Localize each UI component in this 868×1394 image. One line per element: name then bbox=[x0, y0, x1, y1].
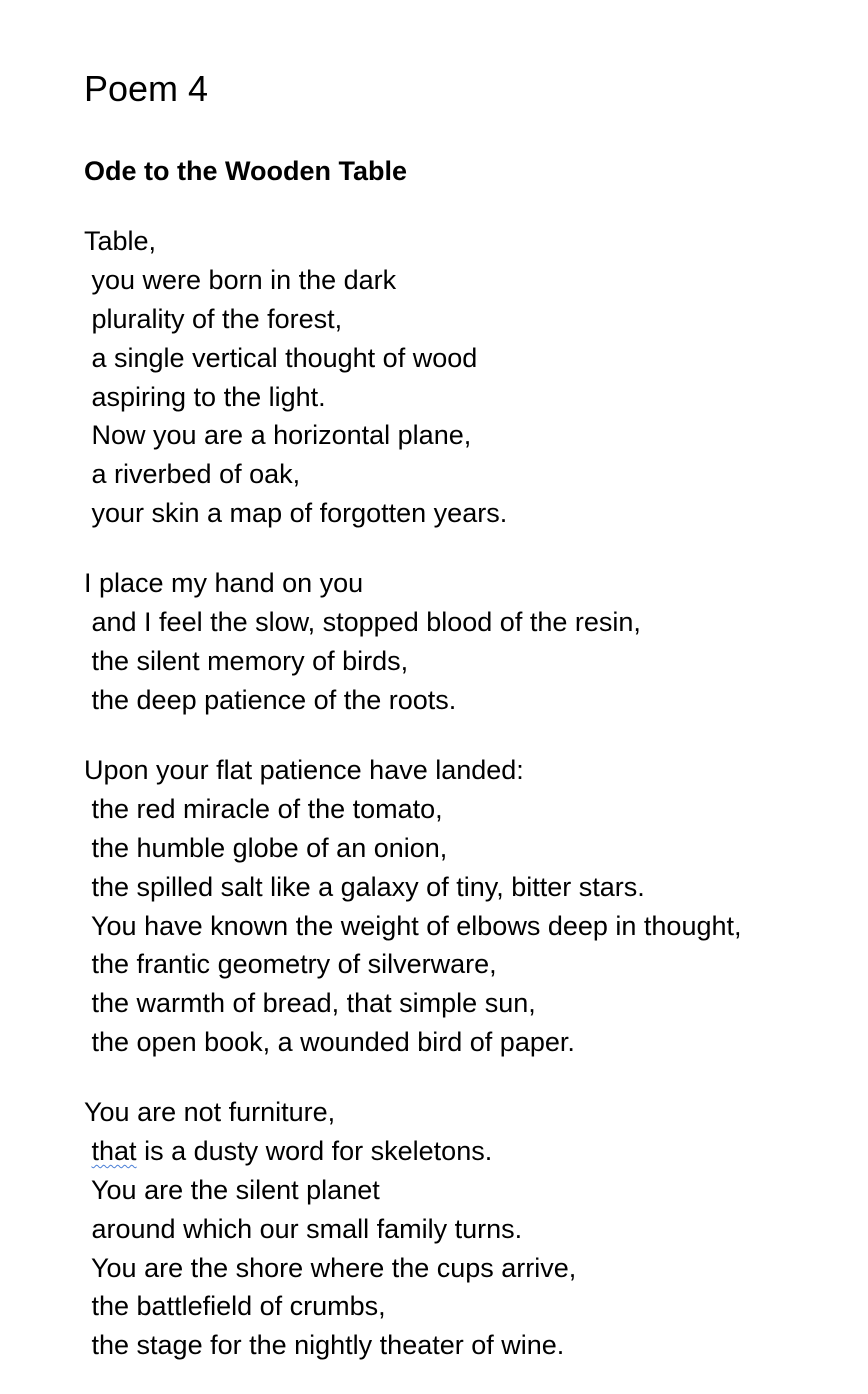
poem-line: plurality of the forest, bbox=[84, 303, 343, 334]
poem-line: You have known the weight of elbows deep in thought, bbox=[84, 910, 742, 941]
poem-line: Now you are a horizontal plane, bbox=[84, 420, 472, 451]
poem-line: the frantic geometry of silverware, bbox=[84, 949, 497, 980]
poem-line: I place my hand on you bbox=[84, 568, 364, 598]
poem-line: the warmth of bread, that simple sun, bbox=[84, 988, 536, 1019]
poem-line: You are the silent planet bbox=[84, 1174, 380, 1205]
poem-line: Upon your flat patience have landed: bbox=[84, 755, 524, 785]
document-heading: Poem 4 bbox=[84, 68, 209, 109]
poem-line: and I feel the slow, stopped blood of the resin, bbox=[84, 606, 641, 637]
poem-line: the open book, a wounded bird of paper. bbox=[84, 1027, 575, 1058]
poem-line-rest: is a dusty word for skeletons. bbox=[136, 1135, 493, 1166]
poem-line: the red miracle of the tomato, bbox=[84, 793, 443, 824]
poem-line: the battlefield of crumbs, bbox=[84, 1291, 386, 1322]
spellcheck-flagged-word[interactable]: that bbox=[91, 1135, 137, 1166]
poem-line: the silent memory of birds, bbox=[84, 645, 409, 676]
poem-line: the spilled salt like a galaxy of tiny, bitter stars. bbox=[84, 871, 645, 902]
stanza-3 bbox=[84, 751, 864, 1062]
poem-line: the deep patience of the roots. bbox=[84, 684, 457, 715]
poem-line: You are not furniture, bbox=[84, 1097, 336, 1127]
poem-line: you were born in the dark bbox=[84, 264, 397, 295]
stanza-1 bbox=[84, 222, 864, 533]
poem-line: a riverbed of oak, bbox=[84, 459, 301, 490]
poem-line: the humble globe of an onion, bbox=[84, 832, 448, 863]
poem-line: aspiring to the light. bbox=[84, 381, 326, 412]
poem-line: around which our small family turns. bbox=[84, 1213, 523, 1244]
document-page bbox=[84, 0, 868, 1394]
poem-title: Ode to the Wooden Table bbox=[84, 156, 407, 186]
poem-line: your skin a map of forgotten years. bbox=[84, 498, 508, 529]
poem-line: a single vertical thought of wood bbox=[84, 342, 478, 373]
stanza-2 bbox=[84, 564, 864, 720]
poem-line: the stage for the nightly theater of wine. bbox=[84, 1330, 565, 1361]
poem-line: You are the shore where the cups arrive, bbox=[84, 1252, 577, 1283]
poem-line: Table, bbox=[84, 226, 157, 256]
poem-line[interactable] bbox=[84, 1132, 864, 1171]
stanza-4 bbox=[84, 1093, 864, 1365]
